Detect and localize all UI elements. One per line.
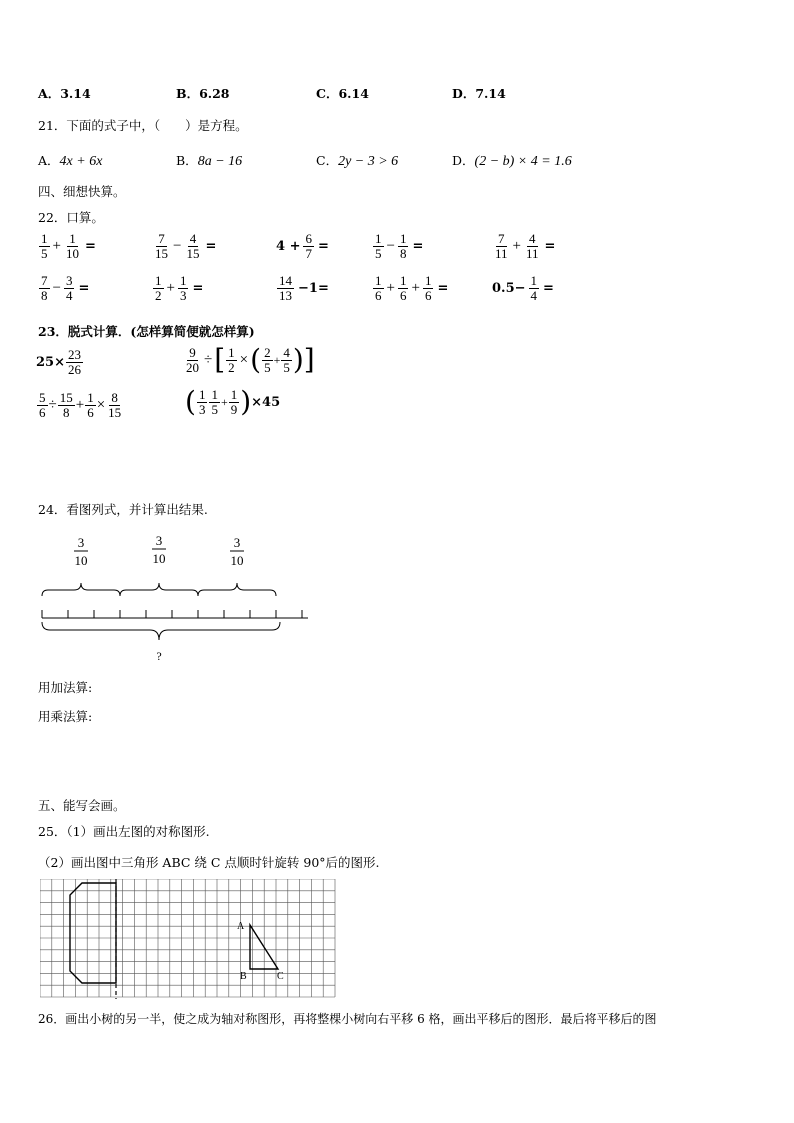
q23-title: 23．脱式计算．(怎样算简便就怎样算) bbox=[38, 324, 255, 339]
vertex-c-label: C bbox=[277, 971, 284, 982]
segment-1-denominator: 10 bbox=[74, 553, 88, 568]
q20-option-d: D．7.14 bbox=[452, 86, 506, 101]
q22-item: $\frac{1}{2}$ + $\frac{1}{3}$ = bbox=[155, 273, 204, 303]
q22-item: 4 + $\frac{6}{7}$ = bbox=[276, 231, 329, 261]
question-mark: ? bbox=[156, 649, 162, 663]
segment-1-numerator: 3 bbox=[77, 535, 85, 550]
q22-item: $\frac{14}{13}$ −1= bbox=[279, 273, 329, 303]
q23-expr-2: $\frac{9}{20}$ ÷ [ $\frac{1}{2}$ × ( $\frac{2}{5}$ + $\frac{4}{5}$ )] bbox=[186, 343, 315, 377]
top-brace-1 bbox=[42, 583, 120, 596]
q22-item: $\frac{7}{8}$ − $\frac{3}{4}$ = bbox=[41, 273, 90, 303]
grid-lines bbox=[40, 879, 335, 997]
multiplication-answer-label: 用乘法算: bbox=[38, 709, 93, 724]
left-shape bbox=[70, 883, 116, 983]
section-4-heading: 四、细想快算。 bbox=[38, 184, 126, 199]
q23-expr-3: $\frac{5}{6}$ ÷ $\frac{15}{8}$ + $\frac{1}{6}$ × $\frac{8}{15}$ bbox=[39, 390, 122, 420]
q25-drawing-grid bbox=[40, 879, 344, 1001]
q22-item: $\frac{1}{5}$ + $\frac{1}{10}$ = bbox=[41, 231, 96, 261]
q25-part-1: 25．（1）画出左图的对称图形. bbox=[38, 824, 210, 839]
top-brace-3 bbox=[198, 583, 276, 596]
q22-title: 22．口算。 bbox=[38, 210, 104, 225]
segment-2-denominator: 10 bbox=[152, 551, 166, 566]
vertex-a-label: A bbox=[237, 921, 245, 932]
q22-item: $\frac{1}{5}$ − $\frac{1}{8}$ = bbox=[375, 231, 424, 261]
addition-answer-label: 用加法算: bbox=[38, 680, 93, 695]
segment-3-denominator: 10 bbox=[230, 553, 244, 568]
segment-2-numerator: 3 bbox=[155, 533, 163, 548]
section-5-heading: 五、能写会画。 bbox=[38, 798, 126, 813]
q23-expr-4: ( $\frac{1}{3}$ $\frac{1}{5}$ + $\frac{1}{9}$ ) ×45 bbox=[185, 385, 281, 419]
q22-item: $\frac{1}{6}$ + $\frac{1}{6}$ + $\frac{1}{6}$ = bbox=[375, 273, 449, 303]
q21-option-c: C．2y − 3 > 6 bbox=[316, 153, 399, 169]
number-line-ticks bbox=[42, 610, 302, 618]
q26-stem: 26．画出小树的另一半，使之成为轴对称图形，再将整棵小树向右平移 6 格，画出平移后的图形．最后将平移后的图 bbox=[38, 1012, 657, 1026]
bottom-brace bbox=[42, 622, 280, 640]
q22-item: 0.5− $\frac{1}{4}$ = bbox=[492, 273, 554, 303]
top-brace-2 bbox=[120, 583, 198, 596]
vertex-b-label: B bbox=[240, 971, 247, 982]
q22-item: $\frac{7}{15}$ − $\frac{4}{15}$ = bbox=[155, 231, 217, 261]
q24-title: 24．看图列式，并计算出结果. bbox=[38, 502, 208, 517]
q20-option-b: B．6.28 bbox=[176, 86, 230, 101]
q21-option-a: A．4x + 6x bbox=[38, 153, 103, 169]
q25-part-2: （2）画出图中三角形 ABC 绕 C 点顺时针旋转 90°后的图形. bbox=[38, 855, 380, 870]
q22-item: $\frac{7}{11}$ + $\frac{4}{11}$ = bbox=[495, 231, 556, 261]
q20-option-a: A．3.14 bbox=[38, 86, 91, 101]
q23-expr-1: 25× $\frac{23}{26}$ bbox=[36, 347, 81, 377]
q21-option-d: D．(2 − b) × 4 = 1.6 bbox=[452, 153, 572, 169]
q20-option-c: C．6.14 bbox=[316, 86, 369, 101]
segment-3-numerator: 3 bbox=[233, 535, 241, 550]
q21-option-b: B．8a − 16 bbox=[176, 153, 243, 169]
q21-stem: 21．下面的式子中，（ ）是方程。 bbox=[38, 118, 248, 133]
q24-number-line-figure bbox=[30, 530, 320, 670]
